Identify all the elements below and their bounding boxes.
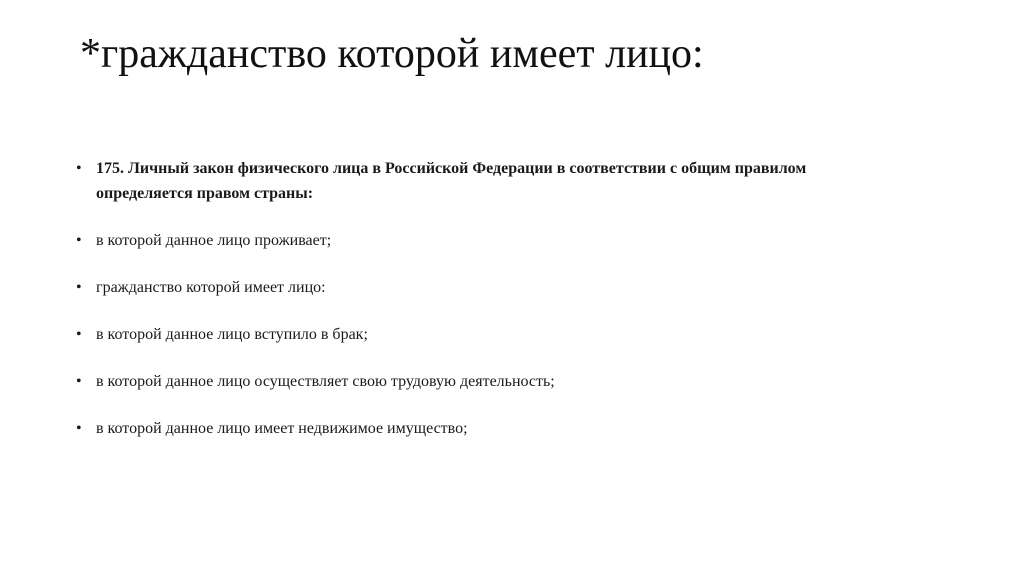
- bullet-list: [76, 156, 896, 441]
- bullet-icon: •: [76, 420, 82, 437]
- answer-option-text: гражданство которой имеет лицо:: [96, 279, 326, 296]
- answer-option: [76, 416, 896, 441]
- answer-option-text: в которой данное лицо осуществляет свою трудовую деятельность;: [96, 373, 555, 390]
- question-text: 175. Личный закон физического лица в Российской Федерации в соответствии с общим правилом определяется правом страны:: [96, 160, 807, 202]
- bullet-icon: •: [76, 232, 82, 249]
- answer-option: [76, 275, 896, 300]
- question-item: [76, 156, 896, 206]
- answer-option-text: в которой данное лицо имеет недвижимое имущество;: [96, 420, 468, 437]
- answer-option-text: в которой данное лицо вступило в брак;: [96, 326, 368, 343]
- bullet-icon: •: [76, 373, 82, 390]
- answer-option: [76, 369, 896, 394]
- answer-option-text: в которой данное лицо проживает;: [96, 232, 332, 249]
- slide-title: *гражданство которой имеет лицо:: [80, 31, 704, 77]
- answer-option: [76, 322, 896, 347]
- answer-option: [76, 228, 896, 253]
- bullet-icon: •: [76, 326, 82, 343]
- bullet-icon: •: [76, 160, 82, 177]
- bullet-icon: •: [76, 279, 82, 296]
